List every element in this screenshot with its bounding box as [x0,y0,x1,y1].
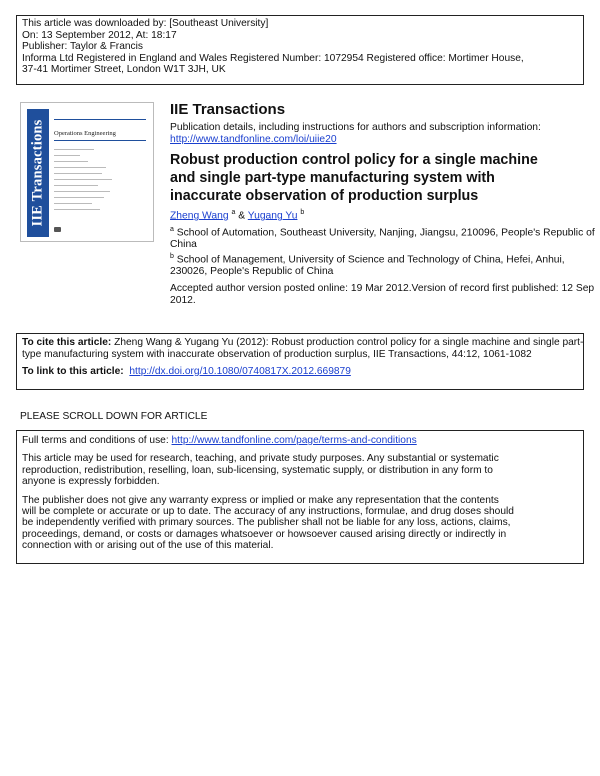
affiliation-line: China [170,239,197,251]
cover-spine [27,109,49,237]
cover-text-line [54,167,106,168]
terms-line: The publisher does not give any warranty express or implied or make any representation that the contents [22,494,499,506]
downloaded-by: This article was downloaded by: [Southeast University] [22,18,269,29]
terms-box [16,430,584,564]
affiliation-line: School of Automation, Southeast University, Nanjing, Jiangsu, 210096, People's Republic of [176,227,595,239]
cover-text-line [54,173,102,174]
affiliation-mark: b [170,253,174,260]
affiliation-b [170,251,590,278]
authors [170,209,304,221]
history-line: Accepted author version posted online: 19 Mar 2012.Version of record first published: 12 Sep [170,283,595,294]
author-link[interactable]: Yugang Yu [247,210,298,222]
author-link[interactable]: Zheng Wang [170,210,229,222]
publisher-logo-icon [54,227,61,232]
journal-url-link[interactable]: http://www.tandfonline.com/loi/uiie20 [170,134,337,145]
cover-spine-title: IIE Transactions [29,119,46,227]
cover-text-line [54,191,110,192]
cover-page [51,109,149,237]
terms-line: connection with or arising out of the use of this material. [22,540,274,552]
cite-label: To cite this article: [22,337,112,348]
author-affiliation-mark: b [300,209,305,216]
download-info-box [16,15,584,85]
citation-box [16,333,584,390]
history-line: 2012. [170,295,196,306]
cite-text: Zheng Wang & Yugang Yu (2012): Robust production control policy for a single machine and single part- [114,337,584,348]
publication-details: Publication details, including instructions for authors and subscription information: [170,122,541,133]
cover-text-line [54,203,92,204]
cover-inner-title: Operations Engineering [54,130,116,137]
terms-line: will be complete or accurate or up to date. The accuracy of any instructions, formulae, and drug doses should [22,506,514,518]
title-line: and single part-type manufacturing system with [170,170,495,186]
cover-text-line [54,185,98,186]
terms-line: reproduction, redistribution, reselling, loan, sub-licensing, systematic supply, or distribution in any form to [22,464,493,476]
terms-link[interactable]: http://www.tandfonline.com/page/terms-and-conditions [171,435,417,446]
cover-text-line [54,161,88,162]
affiliation-mark: a [170,226,174,233]
doi-link[interactable]: http://dx.doi.org/10.1080/0740817X.2012.669879 [129,365,351,377]
cover-rule [54,119,146,120]
publisher: Publisher: Taylor & Francis [22,41,143,53]
author-separator: & [238,210,246,222]
terms-line: proceedings, demand, or costs or damages whatsoever or howsoever caused arising directly or indirectly in [22,528,507,540]
affiliation-a [170,224,595,251]
registered-address: 37-41 Mortimer Street, London W1T 3JH, UK [22,64,226,76]
cover-rule [54,140,146,141]
cover-text-line [54,197,104,198]
registered-info: Informa Ltd Registered in England and Wales Registered Number: 1072954 Registered office: Mortimer House, [22,52,524,64]
link-label: To link to this article: [22,365,124,377]
cover-text-line [54,149,94,150]
journal-name: IIE Transactions [170,101,286,118]
download-date: On: 13 September 2012, At: 18:17 [22,29,177,41]
cover-text-line [54,209,100,210]
title-line: Robust production control policy for a single machine [170,152,538,168]
terms-line: anyone is expressly forbidden. [22,476,160,488]
affiliation-line: School of Management, University of Science and Technology of China, Hefei, Anhui, [176,254,565,266]
terms-label: Full terms and conditions of use: [22,435,169,446]
journal-cover-image[interactable] [20,102,154,242]
cover-text-line [54,179,112,180]
terms-line: This article may be used for research, teaching, and private study purposes. Any substantial or systematic [22,453,499,465]
author-affiliation-mark: a [231,209,236,216]
title-line: inaccurate observation of production surplus [170,188,479,204]
publication-history [170,283,594,307]
cover-text-line [54,155,80,156]
affiliation-line: 230026, People's Republic of China [170,266,334,278]
cite-text: type manufacturing system with inaccurate observation of production surplus, IIE Transactions, 44:12, 1061-1082 [22,348,532,360]
article-title [170,151,590,205]
scroll-notice: PLEASE SCROLL DOWN FOR ARTICLE [20,411,208,422]
terms-line: be independently verified with primary sources. The publisher shall not be liable for any loss, actions, claims, [22,517,511,529]
